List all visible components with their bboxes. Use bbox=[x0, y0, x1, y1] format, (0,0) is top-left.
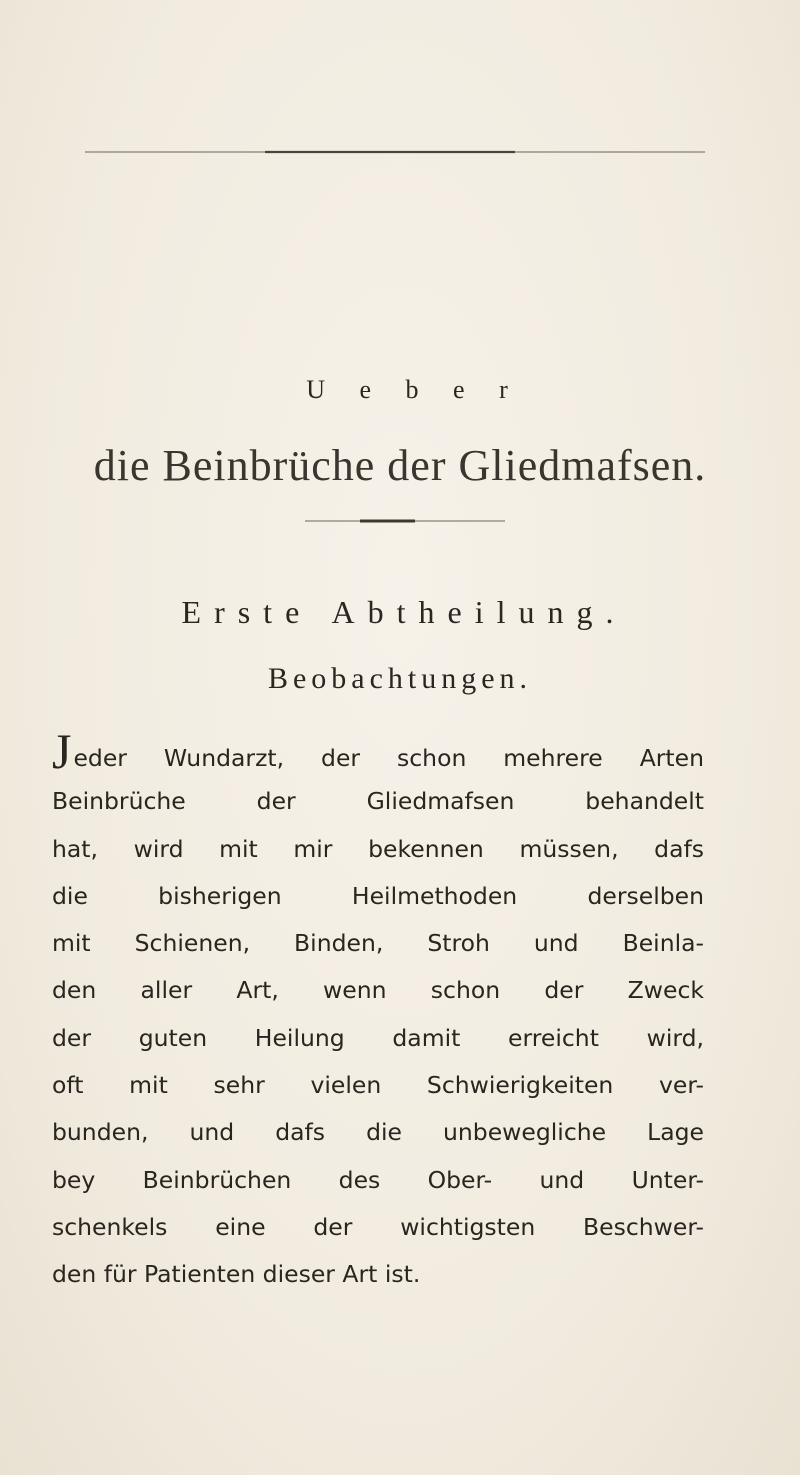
section-title: Erste Abtheilung. bbox=[181, 594, 627, 630]
text-line: den aller Art, wenn schon der Zweck bbox=[52, 976, 704, 1005]
text-line-content: eder Wundarzt, der schon mehrere Arten bbox=[73, 744, 704, 772]
text-line: der guten Heilung damit erreicht wird, bbox=[52, 1023, 704, 1052]
text-line: oft mit sehr vielen Schwierigkeiten ver- bbox=[52, 1071, 704, 1100]
heading-small: U e b e r bbox=[306, 375, 522, 404]
sub-title: Beobachtungen. bbox=[267, 662, 533, 695]
text-line: mit Schienen, Binden, Stroh und Beinla- bbox=[52, 929, 704, 958]
drop-cap: J bbox=[52, 723, 72, 779]
text-line: schenkels eine der wichtigsten Beschwer- bbox=[52, 1212, 704, 1241]
text-line: hat, wird mit mir bekennen müssen, dafs bbox=[52, 834, 704, 863]
heading-main: die Beinbrüche der Gliedmafsen. bbox=[93, 441, 707, 490]
text-line bbox=[52, 723, 704, 779]
text-line: die bisherigen Heilmethoden derselben bbox=[52, 881, 704, 910]
text-line: den für Patienten dieser Art ist. bbox=[52, 1260, 421, 1289]
ornamental-rule bbox=[305, 519, 505, 523]
text-line: Beinbrüche der Gliedmafsen behandelt bbox=[52, 787, 704, 816]
text-line: bey Beinbrüchen des Ober- und Unter- bbox=[52, 1165, 704, 1194]
body-paragraph bbox=[52, 723, 704, 1299]
top-ornamental-rule bbox=[85, 150, 705, 154]
text-line: bunden, und dafs die unbewegliche Lage bbox=[52, 1118, 704, 1147]
